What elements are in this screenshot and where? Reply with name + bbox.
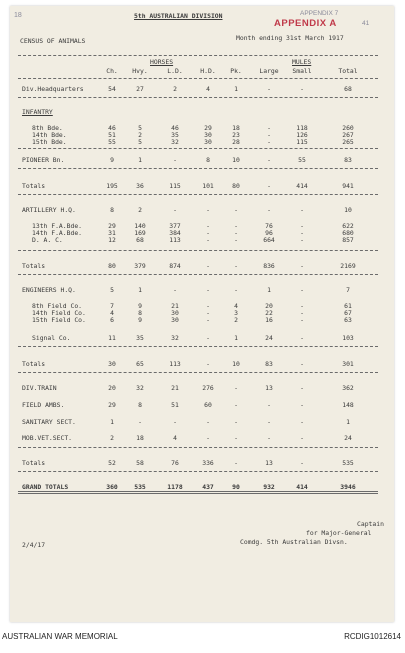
table-cell: 83 <box>265 360 273 368</box>
table-cell: - <box>206 360 210 368</box>
row-label: 14th F.A.Bde. <box>32 229 83 237</box>
row-label: 15th Bde. <box>32 138 67 146</box>
rule <box>18 78 378 79</box>
table-cell: 857 <box>342 236 354 244</box>
table-cell: 8 <box>110 206 114 214</box>
table-cell: 55 <box>108 138 116 146</box>
table-cell: - <box>267 434 271 442</box>
double-rule <box>18 491 378 494</box>
table-cell: 21 <box>171 384 179 392</box>
table-cell: - <box>267 418 271 426</box>
table-cell: 437 <box>202 483 214 491</box>
table-cell: 90 <box>232 483 240 491</box>
table-cell: - <box>206 309 210 317</box>
table-cell: - <box>300 418 304 426</box>
table-cell: 113 <box>169 360 181 368</box>
table-cell: 30 <box>204 138 212 146</box>
table-cell: - <box>300 302 304 310</box>
table-cell: 20 <box>108 384 116 392</box>
table-cell: 622 <box>342 222 354 230</box>
table-cell: - <box>234 222 238 230</box>
table-cell: - <box>173 418 177 426</box>
table-cell: - <box>234 229 238 237</box>
table-cell: - <box>267 138 271 146</box>
table-cell: 18 <box>136 434 144 442</box>
table-cell: 83 <box>344 156 352 164</box>
table-cell: 24 <box>344 434 352 442</box>
table-cell: 2 <box>234 316 238 324</box>
table-cell: - <box>300 286 304 294</box>
table-cell: - <box>206 302 210 310</box>
table-cell: 32 <box>136 384 144 392</box>
table-cell: 265 <box>342 138 354 146</box>
table-cell: 115 <box>169 182 181 190</box>
table-cell: 46 <box>171 124 179 132</box>
row-label: SANITARY SECT. <box>22 418 76 426</box>
row-label: 8th Bde. <box>32 124 63 132</box>
table-cell: 384 <box>169 229 181 237</box>
table-cell: 52 <box>108 459 116 467</box>
column-header: Ch. <box>106 67 118 75</box>
table-cell: 2169 <box>340 262 356 270</box>
table-cell: 4 <box>110 309 114 317</box>
table-cell: 9 <box>138 316 142 324</box>
table-cell: 9 <box>138 302 142 310</box>
appendix-stamp: APPENDIX A <box>274 18 337 29</box>
archive-credit: AUSTRALIAN WAR MEMORIAL <box>2 632 118 641</box>
table-cell: - <box>267 206 271 214</box>
table-cell: 140 <box>134 222 146 230</box>
row-label: DIV.TRAIN <box>22 384 57 392</box>
row-label: MOB.VET.SECT. <box>22 434 73 442</box>
table-cell: 932 <box>263 483 275 491</box>
table-cell: - <box>206 222 210 230</box>
table-cell: 5 <box>138 138 142 146</box>
row-label: ENGINEERS H.Q. <box>22 286 76 294</box>
table-cell: 30 <box>171 309 179 317</box>
table-cell: 2 <box>138 206 142 214</box>
table-cell: 2 <box>138 131 142 139</box>
rule <box>18 97 378 98</box>
month-heading: Month ending 31st March 1917 <box>236 34 344 42</box>
table-cell: 16 <box>265 316 273 324</box>
table-cell: 31 <box>108 229 116 237</box>
table-cell: 6 <box>110 316 114 324</box>
table-cell: 195 <box>106 182 118 190</box>
row-label: 14th Field Co. <box>32 309 86 317</box>
table-cell: - <box>234 459 238 467</box>
table-cell: - <box>206 229 210 237</box>
table-cell: 169 <box>134 229 146 237</box>
column-header: Pk. <box>230 67 242 75</box>
table-cell: 13 <box>265 384 273 392</box>
column-header: Hvy. <box>132 67 148 75</box>
table-cell: 12 <box>108 236 116 244</box>
table-cell: 115 <box>296 138 308 146</box>
table-cell: - <box>234 286 238 294</box>
table-cell: - <box>234 418 238 426</box>
row-label: ARTILLERY H.Q. <box>22 206 76 214</box>
table-cell: - <box>234 434 238 442</box>
table-cell: 30 <box>204 131 212 139</box>
row-label: Signal Co. <box>32 334 71 342</box>
page-mark: 41 <box>362 20 370 27</box>
table-cell: 29 <box>204 124 212 132</box>
table-cell: 1 <box>234 85 238 93</box>
table-cell: 101 <box>202 182 214 190</box>
table-cell: - <box>206 316 210 324</box>
document-date: 2/4/17 <box>22 541 46 549</box>
table-cell: 24 <box>265 334 273 342</box>
table-cell: 9 <box>110 156 114 164</box>
row-label: Totals <box>22 182 46 190</box>
table-cell: 1178 <box>167 483 183 491</box>
table-cell: 3946 <box>340 483 356 491</box>
table-cell: - <box>206 236 210 244</box>
row-label: INFANTRY <box>22 108 53 116</box>
rule <box>18 372 378 373</box>
table-cell: 80 <box>108 262 116 270</box>
rule <box>18 250 378 251</box>
table-cell: 35 <box>171 131 179 139</box>
table-cell: 379 <box>134 262 146 270</box>
table-cell: 113 <box>169 236 181 244</box>
table-cell: 276 <box>202 384 214 392</box>
table-cell: 63 <box>344 316 352 324</box>
table-cell: 11 <box>108 334 116 342</box>
table-cell: 27 <box>136 85 144 93</box>
table-cell: 4 <box>206 85 210 93</box>
table-cell: 61 <box>344 302 352 310</box>
table-cell: 29 <box>108 401 116 409</box>
table-cell: 51 <box>108 131 116 139</box>
table-cell: - <box>234 262 238 270</box>
table-cell: - <box>267 182 271 190</box>
table-cell: 23 <box>232 131 240 139</box>
table-cell: 1 <box>138 156 142 164</box>
table-cell: 55 <box>298 156 306 164</box>
row-label: Totals <box>22 360 46 368</box>
table-cell: - <box>173 156 177 164</box>
table-cell: 535 <box>134 483 146 491</box>
table-cell: - <box>206 206 210 214</box>
table-cell: - <box>300 206 304 214</box>
table-cell: 36 <box>136 182 144 190</box>
table-cell: - <box>267 401 271 409</box>
table-cell: 30 <box>171 316 179 324</box>
column-header: Small <box>292 67 312 75</box>
table-cell: - <box>300 459 304 467</box>
table-cell: 414 <box>296 182 308 190</box>
row-label: 8th Field Co. <box>32 302 83 310</box>
column-header: L.D. <box>167 67 183 75</box>
table-cell: - <box>173 206 177 214</box>
table-cell: 377 <box>169 222 181 230</box>
signature-for: for Major-General <box>306 529 372 537</box>
table-cell: - <box>234 401 238 409</box>
table-cell: - <box>234 236 238 244</box>
table-cell: - <box>206 286 210 294</box>
signature-command: Comdg. 5th Australian Divsn. <box>240 538 348 546</box>
table-cell: 29 <box>108 222 116 230</box>
table-cell: 362 <box>342 384 354 392</box>
rule <box>18 471 378 472</box>
horses-group-header: HORSES <box>150 58 174 66</box>
table-cell: - <box>206 434 210 442</box>
table-cell: 68 <box>344 85 352 93</box>
table-cell: 103 <box>342 334 354 342</box>
row-label: 13th F.A.Bde. <box>32 222 83 230</box>
pencil-appendix-note: APPENDIX 7 <box>300 10 339 17</box>
table-cell: 267 <box>342 131 354 139</box>
census-heading: CENSUS OF ANIMALS <box>20 37 86 45</box>
table-cell: - <box>300 360 304 368</box>
table-cell: 20 <box>265 302 273 310</box>
table-cell: - <box>267 131 271 139</box>
document-title: 5th AUSTRALIAN DIVISION <box>134 12 223 20</box>
table-cell: 54 <box>108 85 116 93</box>
row-label: FIELD AMBS. <box>22 401 65 409</box>
row-label: 14th Bde. <box>32 131 67 139</box>
table-cell: 7 <box>110 302 114 310</box>
table-cell: 1 <box>346 418 350 426</box>
table-cell: 1 <box>234 334 238 342</box>
table-cell: 35 <box>136 334 144 342</box>
signature-rank: Captain <box>357 520 384 528</box>
table-cell: 336 <box>202 459 214 467</box>
table-cell: - <box>300 334 304 342</box>
table-cell: 1 <box>138 286 142 294</box>
table-cell: 414 <box>296 483 308 491</box>
table-cell: 60 <box>204 401 212 409</box>
table-cell: 3 <box>234 309 238 317</box>
table-cell: 535 <box>342 459 354 467</box>
table-cell: 2 <box>110 434 114 442</box>
table-cell: - <box>267 156 271 164</box>
table-cell: 58 <box>136 459 144 467</box>
table-cell: - <box>300 316 304 324</box>
table-cell: 260 <box>342 124 354 132</box>
rule <box>18 346 378 347</box>
table-cell: 10 <box>344 206 352 214</box>
table-cell: 1 <box>267 286 271 294</box>
table-cell: - <box>300 434 304 442</box>
table-cell: 76 <box>171 459 179 467</box>
table-cell: - <box>300 384 304 392</box>
table-cell: 76 <box>265 222 273 230</box>
table-cell: 1 <box>110 418 114 426</box>
table-cell: - <box>206 334 210 342</box>
table-cell: 8 <box>206 156 210 164</box>
rule <box>18 447 378 448</box>
table-cell: 10 <box>232 156 240 164</box>
table-cell: 301 <box>342 360 354 368</box>
rule <box>18 194 378 195</box>
corner-mark: 18 <box>14 12 22 19</box>
table-cell: 32 <box>171 334 179 342</box>
archive-id: RCDIG1012614 <box>344 632 401 641</box>
table-cell: 46 <box>108 124 116 132</box>
table-cell: - <box>300 85 304 93</box>
table-cell: - <box>234 384 238 392</box>
table-cell: 21 <box>171 302 179 310</box>
table-cell: - <box>300 236 304 244</box>
table-cell: - <box>173 286 177 294</box>
table-cell: 8 <box>138 401 142 409</box>
rule <box>18 55 378 56</box>
table-cell: - <box>206 418 210 426</box>
table-cell: 32 <box>171 138 179 146</box>
row-label: 15th Field Co. <box>32 316 86 324</box>
rule <box>18 148 378 149</box>
rule <box>18 274 378 275</box>
table-cell: - <box>300 401 304 409</box>
table-cell: 22 <box>265 309 273 317</box>
table-cell: 68 <box>136 236 144 244</box>
row-label: GRAND TOTALS <box>22 483 69 491</box>
table-cell: - <box>300 262 304 270</box>
table-cell: - <box>267 124 271 132</box>
row-label: PIONEER Bn. <box>22 156 65 164</box>
table-cell: 96 <box>265 229 273 237</box>
table-cell: 18 <box>232 124 240 132</box>
table-cell: - <box>138 418 142 426</box>
table-cell: 360 <box>106 483 118 491</box>
row-label: Totals <box>22 459 46 467</box>
table-cell: 118 <box>296 124 308 132</box>
table-cell: 65 <box>136 360 144 368</box>
table-cell: 680 <box>342 229 354 237</box>
table-cell: 30 <box>108 360 116 368</box>
table-cell: 13 <box>265 459 273 467</box>
column-header: H.D. <box>200 67 216 75</box>
table-cell: 874 <box>169 262 181 270</box>
table-cell: 126 <box>296 131 308 139</box>
table-cell: 28 <box>232 138 240 146</box>
table-cell: 51 <box>171 401 179 409</box>
row-label: Totals <box>22 262 46 270</box>
table-cell: 5 <box>110 286 114 294</box>
rule <box>18 168 378 169</box>
table-cell: - <box>300 229 304 237</box>
mules-group-header: MULES <box>292 58 312 66</box>
table-cell: 664 <box>263 236 275 244</box>
table-cell: - <box>267 85 271 93</box>
column-header: Total <box>338 67 358 75</box>
table-cell: 2 <box>173 85 177 93</box>
table-cell: - <box>300 222 304 230</box>
table-cell: 148 <box>342 401 354 409</box>
table-cell: 67 <box>344 309 352 317</box>
table-cell: 8 <box>138 309 142 317</box>
table-cell: 4 <box>173 434 177 442</box>
table-cell: 4 <box>234 302 238 310</box>
table-cell: - <box>206 262 210 270</box>
row-label: D. A. C. <box>32 236 63 244</box>
table-cell: 80 <box>232 182 240 190</box>
table-cell: - <box>300 309 304 317</box>
table-cell: 836 <box>263 262 275 270</box>
table-cell: 10 <box>232 360 240 368</box>
row-label: Div.Headquarters <box>22 85 84 93</box>
column-header: Large <box>259 67 279 75</box>
table-cell: - <box>234 206 238 214</box>
table-cell: 7 <box>346 286 350 294</box>
table-cell: 5 <box>138 124 142 132</box>
table-cell: 941 <box>342 182 354 190</box>
